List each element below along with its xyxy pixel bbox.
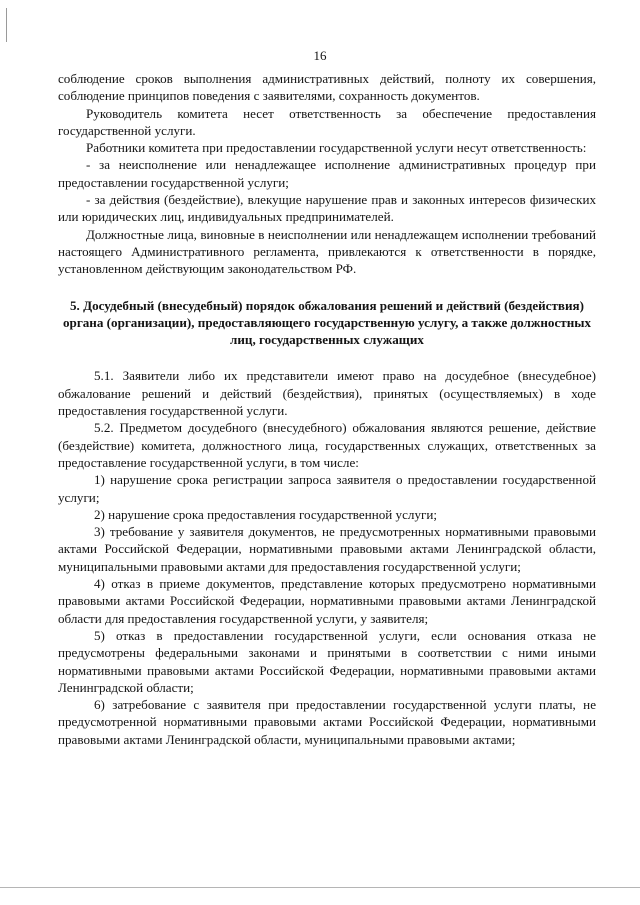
paragraph: 5.1. Заявители либо их представители имеют право на досудебное (внесудебное) обжалование решений и действий (бездействия), принятых (осуществляемых) в ходе предоставления государственной услуги. [58, 368, 596, 419]
page-number: 16 [313, 48, 327, 63]
paragraph: Работники комитета при предоставлении государственной услуги несут ответственность: [86, 140, 587, 156]
scan-bottom-edge [0, 887, 640, 888]
list-item: 4) отказ в приеме документов, представление которых предусмотрено нормативными правовыми актами Российской Федерации, нормативными правовыми актами Ленинградской области для предоставления государственной услуги, у заявителя; [58, 576, 596, 626]
list-item: 3) требование у заявителя документов, не предусмотренных нормативными правовыми актами Российской Федерации, нормативными правовыми актами Ленинградской области, муниципальными правовыми актами для предоставления государственной услуги; [58, 524, 596, 574]
scan-edge-mark [6, 8, 7, 42]
paragraph: соблюдение сроков выполнения административных действий, полноту их совершения, соблюдение принципов поведения с заявителями, сохранность документов. [58, 71, 596, 104]
list-item: 6) затребование с заявителя при предоставлении государственной услуги платы, не предусмотренной нормативными правовыми актами Российской Федерации, нормативными правовыми актами Ленинградской области, муниципальными правовыми актами; [58, 697, 596, 747]
body-text [58, 70, 596, 748]
list-item: - за действия (бездействие), влекущие нарушение прав и законных интересов физических или юридических лиц, индивидуальных предпринимателей. [58, 192, 596, 225]
list-item: 2) нарушение срока предоставления государственной услуги; [94, 506, 438, 522]
section-heading: 5. Досудебный (внесудебный) порядок обжалования решений и действий (бездействия) органа (организации), предоставляющего государственную услугу, а также должностных лиц, государственных служащих [62, 297, 592, 348]
paragraph: 5.2. Предметом досудебного (внесудебного) обжалования являются решение, действие (бездействие) комитета, должностного лица, государственных служащих, ответственных за предоставление государственной услуги, в том числе: [58, 420, 596, 470]
list-item: 5) отказ в предоставлении государственной услуги, если основания отказа не предусмотрены федеральными законами и принятыми в соответствии с ними иными нормативными правовыми актами Российской Федерации, нормативными правовыми актами Ленинградской области; [58, 627, 596, 695]
list-item: - за неисполнение или ненадлежащее исполнение административных процедур при предоставлении государственной услуги; [58, 157, 596, 190]
paragraph: Должностные лица, виновные в неисполнении или ненадлежащем исполнении требований настоящего Административного регламента, привлекаются к ответственности в порядке, установленном действующим законодательством РФ. [58, 226, 596, 277]
list-item: 1) нарушение срока регистрации запроса заявителя о предоставлении государственной услуги; [58, 472, 596, 505]
paragraph: Руководитель комитета несет ответственность за обеспечение предоставления государственной услуги. [58, 105, 596, 138]
